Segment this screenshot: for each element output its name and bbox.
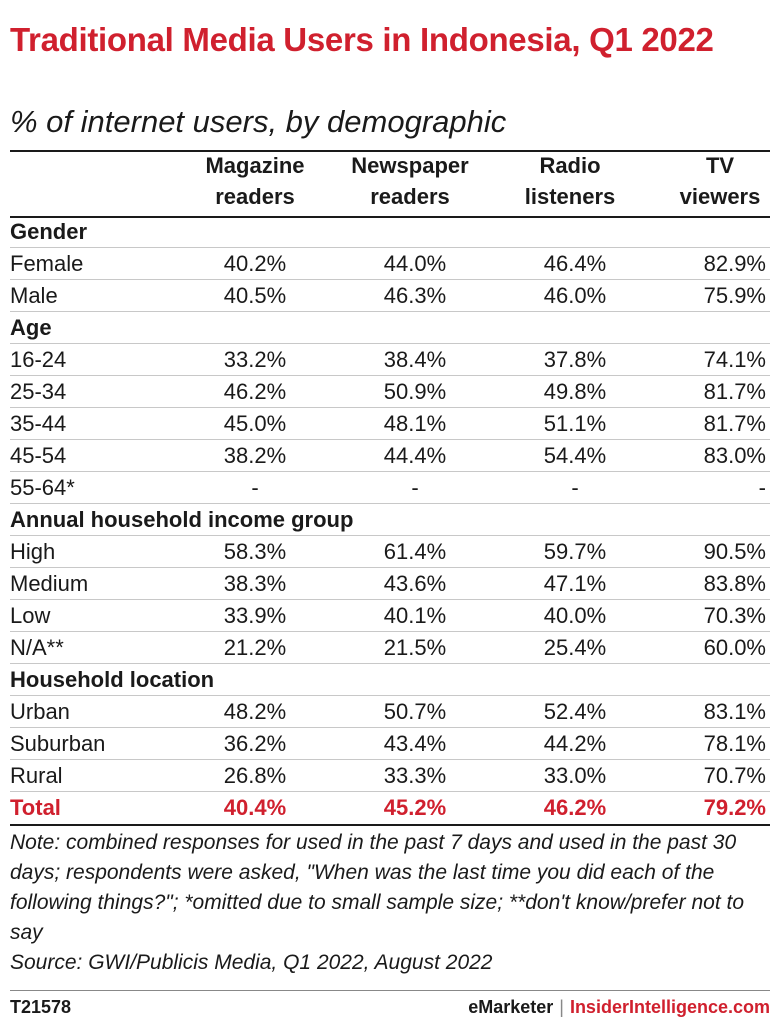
total-cell: 46.2% bbox=[543, 795, 607, 820]
data-cell: - bbox=[251, 475, 259, 500]
column-header-line: Magazine bbox=[205, 153, 305, 178]
data-cell: 75.9% bbox=[703, 283, 766, 308]
data-cell: 78.1% bbox=[703, 731, 766, 756]
data-cell: - bbox=[758, 475, 766, 500]
total-label: Total bbox=[10, 795, 61, 820]
table-row bbox=[10, 408, 770, 440]
brand-insider-intelligence: InsiderIntelligence.com bbox=[569, 997, 770, 1017]
group-header-row bbox=[10, 504, 770, 536]
chart-subtitle: % of internet users, by demographic bbox=[10, 104, 507, 139]
column-header-line: viewers bbox=[679, 184, 761, 209]
brand-separator: | bbox=[559, 997, 564, 1017]
data-cell: 83.8% bbox=[703, 571, 766, 596]
table-row bbox=[10, 760, 770, 792]
table-row bbox=[10, 728, 770, 760]
group-label: Household location bbox=[10, 667, 215, 692]
group-label: Age bbox=[10, 315, 52, 340]
data-cell: 21.2% bbox=[223, 635, 287, 660]
footer bbox=[10, 994, 770, 1020]
data-cell: 44.0% bbox=[383, 251, 447, 276]
column-header-magazine bbox=[190, 150, 320, 216]
total-cell: 79.2% bbox=[703, 795, 766, 820]
data-cell: 82.9% bbox=[703, 251, 766, 276]
data-cell: 40.2% bbox=[223, 251, 287, 276]
data-cell: 43.6% bbox=[383, 571, 447, 596]
data-cell: 70.7% bbox=[703, 763, 766, 788]
data-cell: 26.8% bbox=[223, 763, 287, 788]
data-cell: 36.2% bbox=[223, 731, 287, 756]
table-bottom-rule bbox=[10, 824, 770, 826]
row-label: N/A** bbox=[10, 635, 64, 660]
data-cell: 37.8% bbox=[543, 347, 607, 372]
table-row bbox=[10, 440, 770, 472]
data-cell: 60.0% bbox=[703, 635, 766, 660]
group-header-row bbox=[10, 664, 770, 696]
data-cell: 40.0% bbox=[543, 603, 607, 628]
column-header-line: Radio bbox=[539, 153, 601, 178]
data-cell: 83.0% bbox=[703, 443, 766, 468]
data-cell: 81.7% bbox=[703, 411, 766, 436]
table-row bbox=[10, 536, 770, 568]
data-cell: 44.4% bbox=[383, 443, 447, 468]
column-header-line: Newspaper bbox=[351, 153, 469, 178]
data-cell: 83.1% bbox=[703, 699, 766, 724]
data-cell: 61.4% bbox=[383, 539, 447, 564]
row-label: Female bbox=[10, 251, 84, 276]
data-cell: 47.1% bbox=[543, 571, 607, 596]
brand-emarketer: eMarketer bbox=[468, 997, 554, 1017]
source-text: Source: GWI/Publicis Media, Q1 2022, August 2022 bbox=[10, 951, 493, 974]
table-row bbox=[10, 248, 770, 280]
table-row bbox=[10, 376, 770, 408]
chart-title: Traditional Media Users in Indonesia, Q1 2022 bbox=[10, 21, 714, 58]
data-cell: 58.3% bbox=[223, 539, 287, 564]
row-label: Medium bbox=[10, 571, 89, 596]
column-header-line: readers bbox=[370, 184, 450, 209]
data-cell: 46.4% bbox=[543, 251, 607, 276]
chart-notes bbox=[10, 828, 770, 978]
row-label: 35-44 bbox=[10, 411, 67, 436]
footer-rule bbox=[10, 990, 770, 991]
data-cell: 38.3% bbox=[223, 571, 287, 596]
column-header-newspaper bbox=[335, 150, 485, 216]
data-cell: 46.0% bbox=[543, 283, 607, 308]
data-cell: 48.1% bbox=[383, 411, 447, 436]
data-cell: 38.2% bbox=[223, 443, 287, 468]
data-cell: 44.2% bbox=[543, 731, 607, 756]
row-label: Urban bbox=[10, 699, 70, 724]
chart-id: T21578 bbox=[10, 997, 72, 1017]
data-cell: 59.7% bbox=[543, 539, 607, 564]
column-header-line: listeners bbox=[524, 184, 616, 209]
data-cell: - bbox=[411, 475, 419, 500]
data-cell: 74.1% bbox=[703, 347, 766, 372]
total-row bbox=[10, 792, 770, 824]
data-cell: 50.7% bbox=[383, 699, 447, 724]
group-header-row bbox=[10, 216, 770, 248]
column-header-radio bbox=[505, 150, 635, 216]
data-cell: 50.9% bbox=[383, 379, 447, 404]
table-row bbox=[10, 568, 770, 600]
row-label: Low bbox=[10, 603, 51, 628]
data-cell: 54.4% bbox=[543, 443, 607, 468]
note-text: Note: combined responses for used in the past 7 days and used in the past 30 days; respondents were asked, "When was the last time you did each of the following things?"; *omitted due to small sample size; **don't know/prefer not to say bbox=[10, 831, 745, 944]
column-header-line: TV bbox=[705, 153, 735, 178]
row-label: High bbox=[10, 539, 56, 564]
row-label: Suburban bbox=[10, 731, 106, 756]
data-cell: 70.3% bbox=[703, 603, 766, 628]
data-cell: 81.7% bbox=[703, 379, 766, 404]
data-cell: 33.0% bbox=[543, 763, 607, 788]
table-row bbox=[10, 344, 770, 376]
group-header-row bbox=[10, 312, 770, 344]
total-cell: 45.2% bbox=[383, 795, 447, 820]
data-cell: - bbox=[571, 475, 579, 500]
data-cell: 25.4% bbox=[543, 635, 607, 660]
data-cell: 51.1% bbox=[543, 411, 607, 436]
row-label: 25-34 bbox=[10, 379, 67, 404]
table-row bbox=[10, 696, 770, 728]
column-header-tv bbox=[660, 150, 776, 216]
data-cell: 49.8% bbox=[543, 379, 607, 404]
brand bbox=[468, 994, 770, 1020]
group-label: Annual household income group bbox=[10, 507, 354, 532]
data-cell: 38.4% bbox=[383, 347, 447, 372]
data-cell: 90.5% bbox=[703, 539, 766, 564]
table-row bbox=[10, 472, 770, 504]
row-label: 55-64* bbox=[10, 475, 75, 500]
data-cell: 40.5% bbox=[223, 283, 287, 308]
table-row bbox=[10, 280, 770, 312]
data-cell: 33.2% bbox=[223, 347, 287, 372]
data-cell: 46.2% bbox=[223, 379, 287, 404]
column-header-line: readers bbox=[215, 184, 295, 209]
data-cell: 33.3% bbox=[383, 763, 447, 788]
data-cell: 45.0% bbox=[223, 411, 287, 436]
table-row bbox=[10, 632, 770, 664]
table-row bbox=[10, 600, 770, 632]
data-cell: 43.4% bbox=[383, 731, 447, 756]
total-cell: 40.4% bbox=[223, 795, 287, 820]
data-cell: 21.5% bbox=[383, 635, 447, 660]
data-cell: 52.4% bbox=[543, 699, 607, 724]
data-cell: 46.3% bbox=[383, 283, 447, 308]
row-label: 45-54 bbox=[10, 443, 67, 468]
data-cell: 48.2% bbox=[223, 699, 287, 724]
row-label: Male bbox=[10, 283, 58, 308]
group-label: Gender bbox=[10, 219, 88, 244]
data-cell: 40.1% bbox=[383, 603, 447, 628]
row-label: 16-24 bbox=[10, 347, 67, 372]
data-cell: 33.9% bbox=[223, 603, 287, 628]
row-label: Rural bbox=[10, 763, 63, 788]
